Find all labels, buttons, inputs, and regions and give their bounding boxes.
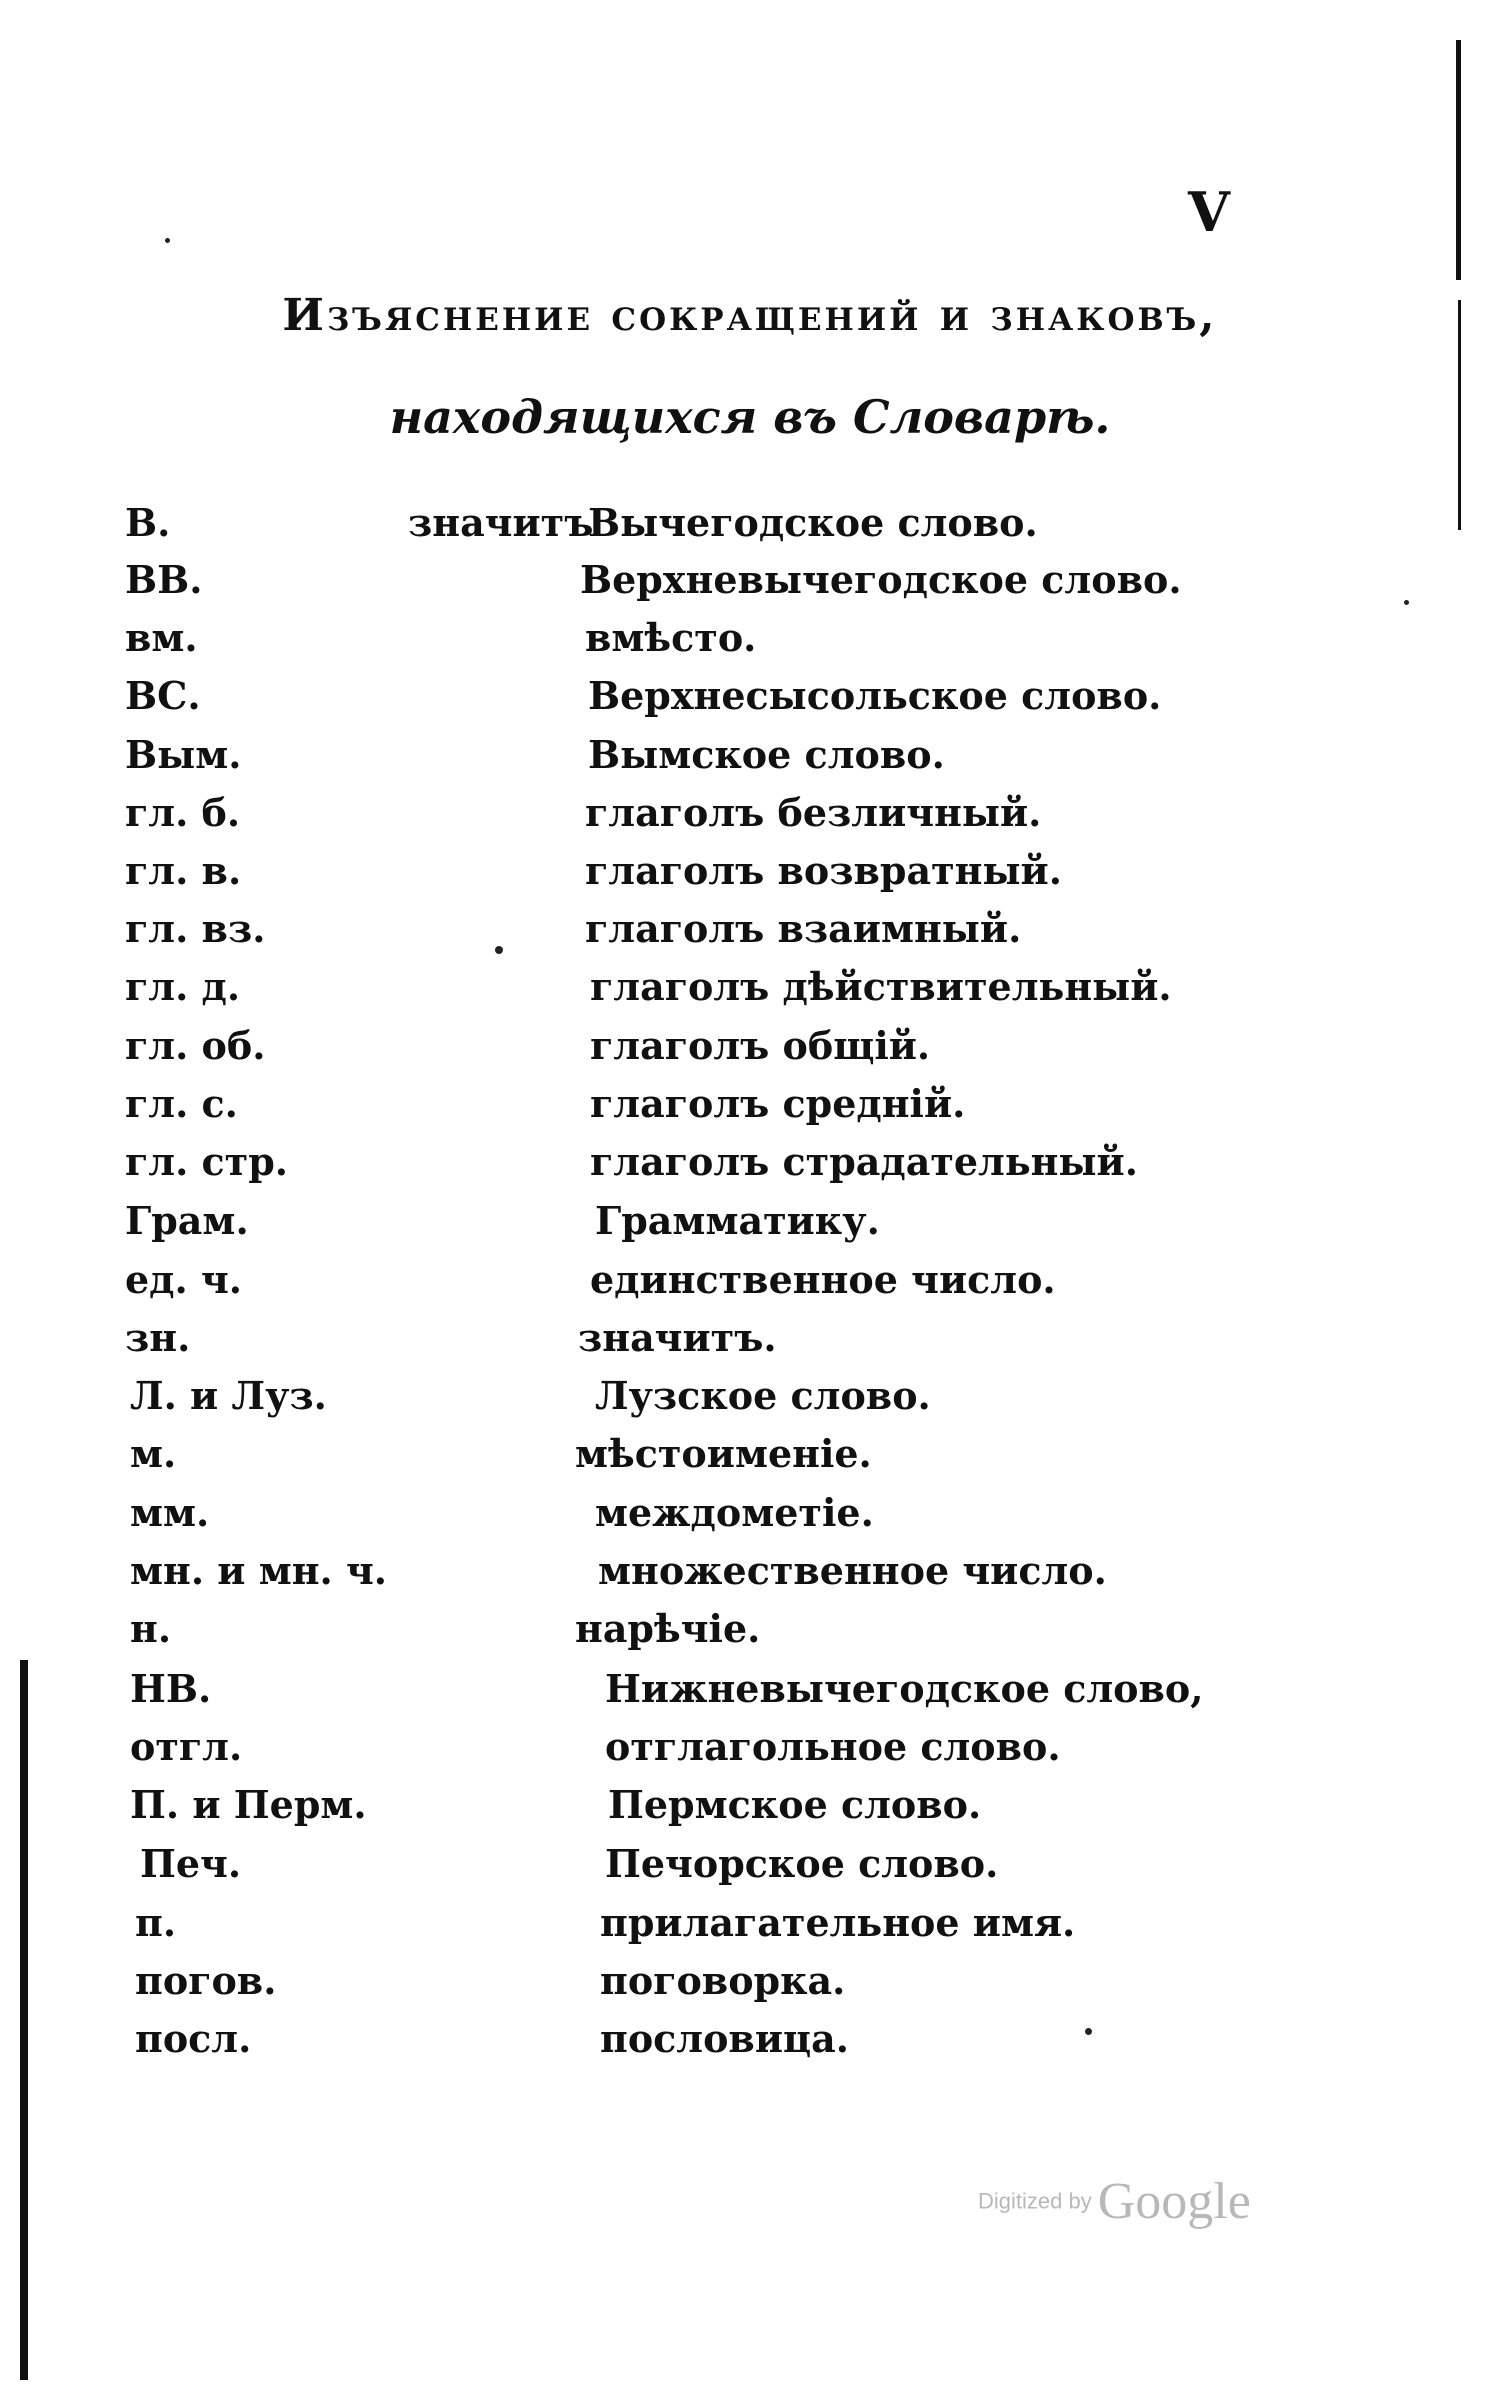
abbreviation: н. [130, 1606, 172, 1651]
explanation: Верхнесысольское слово. [588, 673, 1162, 718]
explanation: единственное число. [590, 1257, 1056, 1302]
watermark-prefix: Digitized by [978, 2188, 1092, 2214]
speck [165, 238, 170, 243]
explanation: значитъ. [578, 1315, 777, 1360]
abbreviation-entry [0, 1958, 1500, 2016]
abbreviation: вм. [125, 615, 198, 660]
explanation: Нижневычегодское слово, [605, 1666, 1204, 1711]
abbreviation: Печ. [140, 1841, 242, 1886]
explanation: глаголъ возвратный. [585, 848, 1062, 893]
abbreviation: Грам. [125, 1198, 249, 1243]
abbreviation: Л. и Луз. [130, 1373, 327, 1418]
explanation: поговорка. [600, 1958, 846, 2003]
abbreviation: отгл. [130, 1724, 243, 1769]
explanation: глаголъ дѣйствительный. [590, 964, 1172, 1009]
abbreviation: мм. [130, 1490, 210, 1535]
abbreviation-entry [0, 500, 1500, 558]
explanation: Вымское слово. [588, 732, 945, 777]
abbreviation-entry [0, 732, 1500, 790]
page-number: V [1188, 180, 1231, 244]
abbreviation: п. [135, 1900, 177, 1945]
abbreviation: посл. [135, 2016, 252, 2061]
google-logo: Google [1097, 2173, 1251, 2230]
abbreviation-entry [0, 1841, 1500, 1899]
explanation: отглагольное слово. [605, 1724, 1061, 1769]
abbreviation: гл. об. [125, 1023, 266, 1068]
digitized-watermark [978, 2172, 1251, 2231]
abbreviation: гл. вз. [125, 906, 266, 951]
abbreviation-entry [0, 1431, 1500, 1489]
abbreviation: ед. ч. [125, 1257, 243, 1302]
explanation: глаголъ взаимный. [585, 906, 1022, 951]
explanation: мѣстоименіе. [575, 1431, 872, 1476]
abbreviation: ВВ. [125, 557, 203, 602]
abbreviation-entry [0, 848, 1500, 906]
abbreviation: гл. б. [125, 790, 241, 835]
explanation: прилагательное имя. [600, 1900, 1076, 1945]
page-subtitle: находящихся въ Словарѣ. [389, 390, 1111, 444]
abbreviation: гл. в. [125, 848, 242, 893]
abbreviation-entry [0, 1198, 1500, 1256]
abbreviation: ВС. [125, 673, 201, 718]
explanation: нарѣчіе. [575, 1606, 761, 1651]
abbreviation-entry [0, 1081, 1500, 1139]
abbreviation-entry [0, 1782, 1500, 1840]
abbreviation-entry [0, 964, 1500, 1022]
abbreviation-entry [0, 790, 1500, 848]
explanation: Грамматику. [595, 1198, 880, 1243]
abbreviation: мн. и мн. ч. [130, 1548, 388, 1593]
explanation: множественное число. [598, 1548, 1107, 1593]
abbreviation: гл. д. [125, 964, 241, 1009]
abbreviation-entry [0, 673, 1500, 731]
abbreviation-entry [0, 1257, 1500, 1315]
abbreviation-entry [0, 1666, 1500, 1724]
explanation: глаголъ средній. [590, 1081, 966, 1126]
abbreviation-entry [0, 615, 1500, 673]
abbreviation: гл. стр. [125, 1139, 289, 1184]
abbreviation-entry [0, 1023, 1500, 1081]
abbreviation: П. и Перм. [130, 1782, 367, 1827]
explanation: Верхневычегодское слово. [580, 557, 1182, 602]
page-title: Изъяснение сокращений и знаковъ, [282, 290, 1218, 341]
abbreviation: Вым. [125, 732, 242, 777]
explanation: Печорское слово. [605, 1841, 999, 1886]
abbreviation: гл. с. [125, 1081, 238, 1126]
explanation: пословица. [600, 2016, 849, 2061]
abbreviation-entry [0, 1373, 1500, 1431]
abbreviation-entry [0, 2016, 1500, 2074]
abbreviation: погов. [135, 1958, 277, 2003]
abbreviation-entry [0, 1490, 1500, 1548]
explanation: междометіе. [595, 1490, 874, 1535]
abbreviation-entry [0, 1724, 1500, 1782]
means-word: значитъ [408, 500, 594, 545]
abbreviation-entry [0, 1900, 1500, 1958]
abbreviation-entry [0, 1139, 1500, 1197]
abbreviation-entry [0, 1606, 1500, 1664]
explanation: Лузское слово. [595, 1373, 931, 1418]
abbreviation: НВ. [130, 1666, 212, 1711]
explanation: Пермское слово. [608, 1782, 982, 1827]
abbreviation-entry [0, 1315, 1500, 1373]
right-page-edge [1456, 40, 1461, 280]
explanation: глаголъ страдательный. [590, 1139, 1138, 1184]
explanation: Вычегодское слово. [588, 500, 1038, 545]
explanation: глаголъ безличный. [585, 790, 1042, 835]
abbreviation-entry [0, 906, 1500, 964]
abbreviation: зн. [125, 1315, 191, 1360]
abbreviation-entry [0, 1548, 1500, 1606]
abbreviation: м. [130, 1431, 177, 1476]
explanation: вмѣсто. [585, 615, 757, 660]
abbreviation: В. [125, 500, 171, 545]
explanation: глаголъ общій. [590, 1023, 931, 1068]
abbreviation-entry [0, 557, 1500, 615]
